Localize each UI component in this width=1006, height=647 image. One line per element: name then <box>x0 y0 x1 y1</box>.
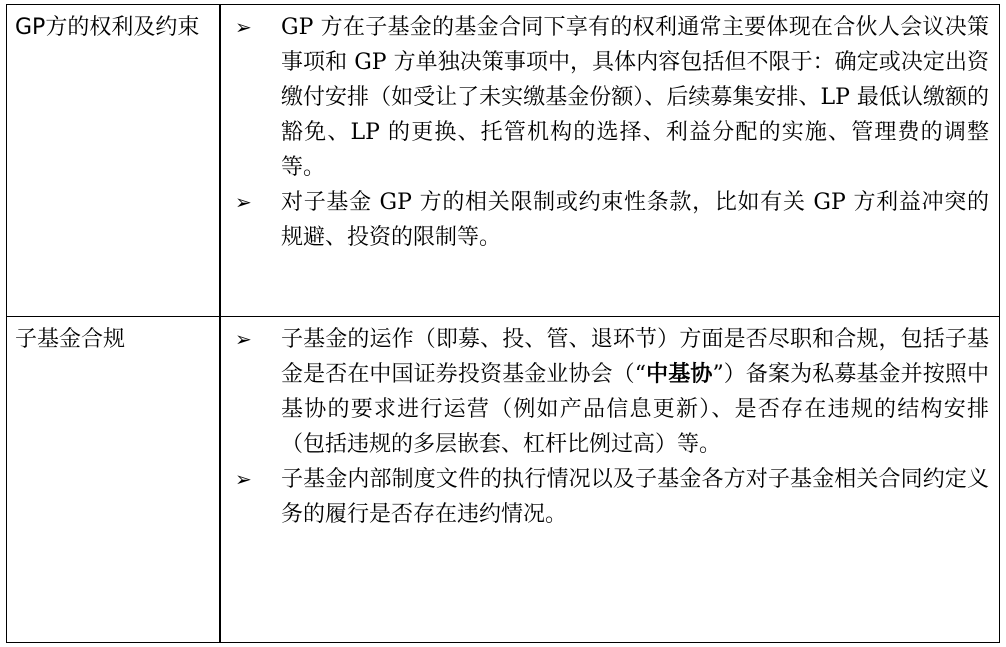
bold-term: 中基协 <box>646 361 713 387</box>
bullet-text: GP 方在子基金的基金合同下享有的权利通常主要体现在合伙人会议决策事项和 GP 方单独决策事项中，具体内容包括但不限于：确定或决定出资缴付安排（如受让了未实缴基金份额）、后续募集安排、LP 最低认缴额的豁免、LP 的更换、托管机构的选择、利益分配的实施、管理费的调整等。 <box>281 15 989 180</box>
arrow-bullet-icon: ➢ <box>235 327 252 351</box>
bullet-item <box>221 322 989 462</box>
document-table <box>6 4 1000 643</box>
bullet-text: 对子基金 GP 方的相关限制或约束性条款，比如有关 GP 方利益冲突的规避、投资的限制等。 <box>281 190 989 250</box>
bullet-item <box>221 185 989 255</box>
row-label-cell <box>7 317 221 643</box>
bullet-text-part: 子基金的运作（即募、投、管、退环节）方面是否尽职和合规，包括子基金是否在中国证券投资基金业协会（“ <box>281 327 989 387</box>
bullet-list <box>221 317 999 532</box>
bullet-item <box>221 462 989 532</box>
row-label: GP方的权利及约束 <box>15 15 200 40</box>
bullet-text <box>281 322 989 462</box>
arrow-bullet-icon: ➢ <box>235 467 252 491</box>
row-content-cell <box>220 5 1000 317</box>
row-label: 子基金合规 <box>15 327 126 352</box>
arrow-bullet-icon: ➢ <box>235 15 252 39</box>
bullet-text-part: ”）备案为私募基金并按照中基协的要求进行运营（例如产品信息更新）、是否存在违规的结构安排（包括违规的多层嵌套、杠杆比例过高）等。 <box>281 362 989 457</box>
bullet-item <box>221 10 989 185</box>
table-row-gp-rights <box>7 5 1000 317</box>
table-row-fund-compliance <box>7 317 1000 643</box>
row-label-cell <box>7 5 221 317</box>
row-content-cell <box>220 317 1000 643</box>
bullet-text: 子基金内部制度文件的执行情况以及子基金各方对子基金相关合同约定义务的履行是否存在违约情况。 <box>281 467 989 527</box>
arrow-bullet-icon: ➢ <box>235 190 252 214</box>
bullet-list <box>221 5 999 255</box>
